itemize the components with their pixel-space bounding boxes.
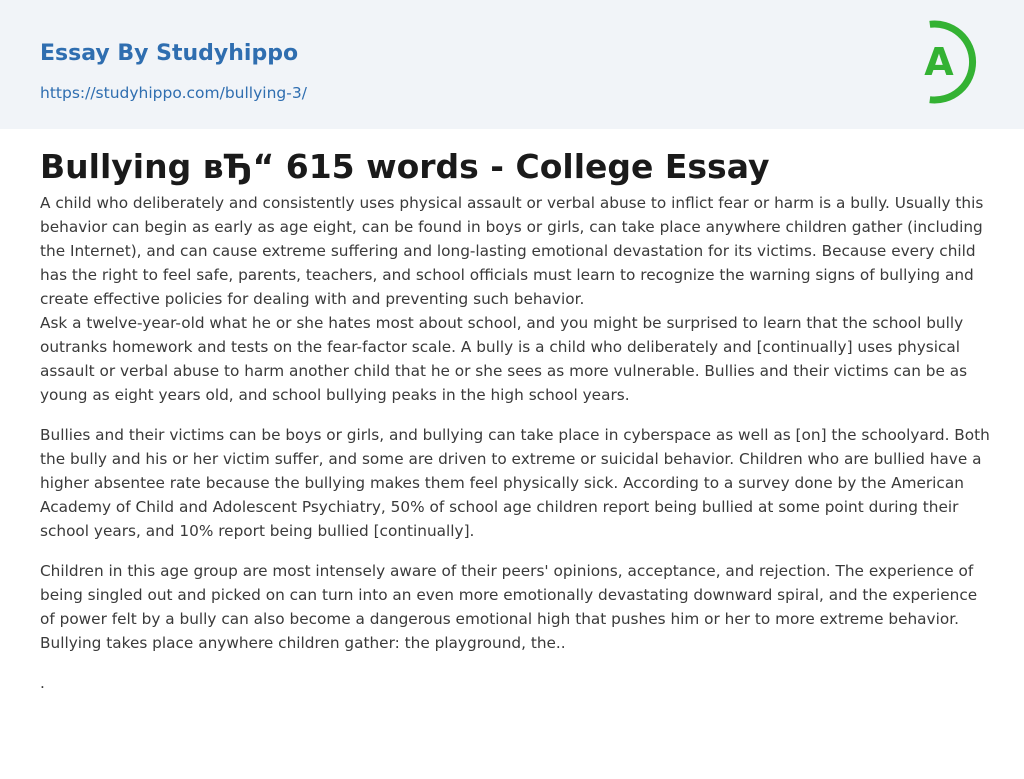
article-url-link[interactable]: https://studyhippo.com/bullying-3/ — [40, 84, 307, 102]
article-paragraph-1: A child who deliberately and consistently uses physical assault or verbal abuse to inflict fear or harm is a bully. Usually this behavior can begin as early as age eight, can be found in boys or girls, can take place anywhere children gather (including the Internet), and can cause extreme suffering and long-lasting emotional devastation for its victims. Because every child has the right to feel safe, parents, teachers, and school officials must learn to recognize the warning signs of bullying and create effective policies for dealing with and preventing such behavior. — [40, 194, 984, 308]
article-content — [40, 143, 990, 695]
article-paragraph-4: Children in this age group are most intensely aware of their peers' opinions, acceptance, and rejection. The experience of being singled out and picked on can turn into an even more emotionally devastating downward spiral, and the experience of power felt by a bully can also become a dangerous emotional high that pushes him or her to more extreme behavior. — [40, 562, 978, 628]
site-brand[interactable]: Essay By Studyhippo — [40, 41, 299, 66]
site-header — [0, 0, 1024, 129]
truncation-dot: . — [40, 674, 45, 692]
article-paragraph-3: Bullies and their victims can be boys or girls, and bullying can take place in cyberspace as well as [on] the schoolyard. Both the bully and his or her victim suffer, and some are driven to extreme or suicidal behavior. Children who are bullied have a higher absentee rate because the bullying makes them feel physically sick. According to a survey done by the American Academy of Child and Adolescent Psychiatry, 50% of school age children report being bullied at some point during their school years, and 10% report being bullied [continually]. — [40, 426, 990, 540]
studyhippo-logo-icon[interactable] — [901, 19, 987, 105]
article-paragraph-2: Ask a twelve-year-old what he or she hates most about school, and you might be surprised to learn that the school bully outranks homework and tests on the fear-factor scale. A bully is a child who deliberately and [continually] uses physical assault or verbal abuse to harm another child that he or she sees as more vulnerable. Bullies and their victims can be as young as eight years old, and school bullying peaks in the high school years. — [40, 314, 968, 404]
article-paragraph-5: Bullying takes place anywhere children gather: the playground, the.. — [40, 634, 566, 652]
article-title: Bullying вЂ“ 615 words - College Essay — [40, 147, 770, 186]
logo-letter: A — [924, 40, 954, 84]
